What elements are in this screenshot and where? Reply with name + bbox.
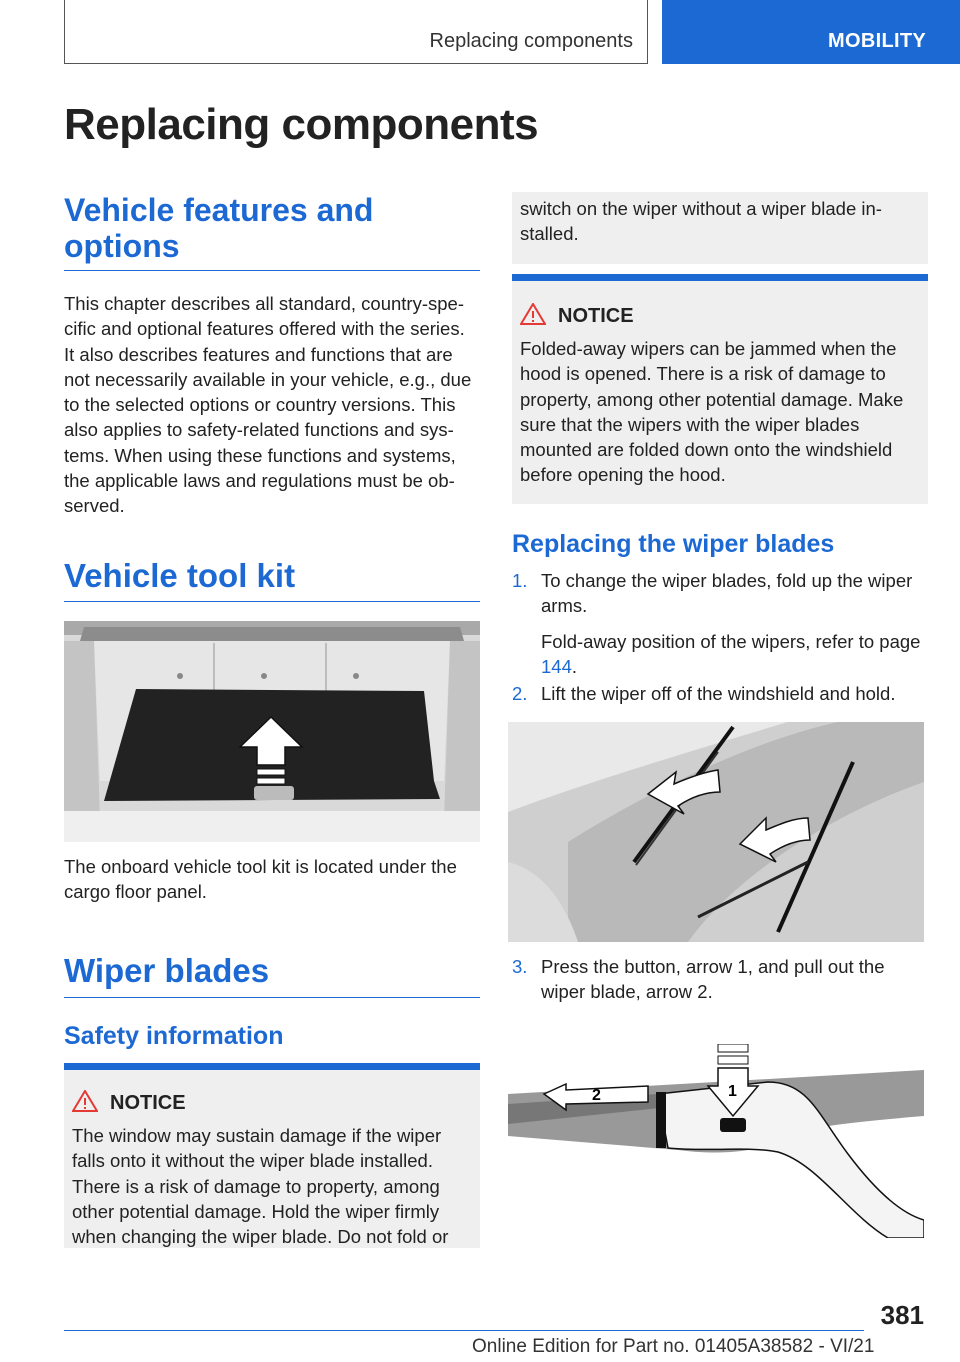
notice-text: Folded-away wipers can be jammed when the hood is opened. There is a risk of damage to property, among other potential damage. Make sure that the wipers with the wiper blades mounted are folded down onto the windshield before opening the hood. bbox=[520, 338, 904, 486]
cargo-area-image bbox=[64, 621, 480, 842]
page-number: 381 bbox=[880, 1300, 924, 1330]
step-3 bbox=[512, 954, 932, 1005]
step-number: 3. bbox=[512, 956, 528, 977]
toolkit-text: The onboard vehicle tool kit is located under the cargo floor panel. bbox=[64, 856, 457, 903]
step-2 bbox=[512, 681, 932, 706]
warning-icon bbox=[520, 303, 546, 325]
notice-continued-text: switch on the wiper without a wiper blade in-​stalled. bbox=[520, 198, 882, 245]
notice-title: NOTICE bbox=[520, 303, 920, 328]
warning-icon bbox=[72, 1090, 98, 1112]
step-number: 1. bbox=[512, 570, 528, 591]
header-chapter-tab[interactable] bbox=[662, 0, 960, 64]
step-1 bbox=[512, 568, 932, 679]
step-number: 2. bbox=[512, 683, 528, 704]
replace-heading: Replacing the wiper blades bbox=[512, 530, 835, 558]
step-text: To change the wiper blades, fold up the wiper arms. bbox=[541, 570, 913, 617]
wiper-section bbox=[64, 953, 480, 1051]
page-title: Replacing components bbox=[64, 100, 539, 149]
wiper-blade-image bbox=[508, 1044, 924, 1238]
header-chapter-label: MOBILITY bbox=[828, 30, 926, 52]
page-link[interactable]: 144 bbox=[541, 655, 572, 677]
toolkit-heading: Vehicle tool kit bbox=[64, 557, 296, 594]
header-section-title: Replacing components bbox=[429, 30, 633, 52]
wiper-heading: Wiper blades bbox=[64, 952, 270, 989]
arrow-1-label: 1 bbox=[728, 1083, 737, 1100]
notice-title: NOTICE bbox=[72, 1090, 472, 1115]
left-column bbox=[64, 192, 480, 519]
notice-text: The window may sustain damage if the wiper falls onto it without the wiper blade installed. There is a risk of damage to property, among other potential damage. Hold the wiper firmly when changing the wiper blade. Do not fold or bbox=[72, 1125, 449, 1248]
toolkit-section bbox=[64, 558, 480, 602]
wiper-rule bbox=[64, 997, 480, 998]
header-section-box bbox=[64, 0, 648, 64]
notice-box-2 bbox=[512, 274, 928, 504]
footer-edition: Online Edition for Part no. 01405A38582 - VI/21 bbox=[472, 1336, 875, 1357]
notice-box-1-continued bbox=[512, 192, 928, 264]
arrow-2-label: 2 bbox=[592, 1087, 601, 1104]
features-rule bbox=[64, 270, 480, 271]
features-text: This chapter describes all standard, country-spe-​cific and optional features offered with the series. It also describes features and functions that are not necessarily available in your vehicle, e.g., due to the selected options or country versions. This also applies to safety-related functions and sys-​tems. When using these functions and systems, the applicable laws and regulations must be ob-​served. bbox=[64, 293, 472, 517]
notice-box-1 bbox=[64, 1063, 480, 1248]
notice-bar bbox=[512, 274, 928, 281]
step-text: Press the button, arrow 1, and pull out the wiper blade, arrow 2. bbox=[541, 956, 885, 1003]
features-heading: Vehicle features and options bbox=[64, 192, 374, 264]
notice-bar bbox=[64, 1063, 480, 1070]
step-text: Lift the wiper off of the windshield and hold. bbox=[541, 683, 896, 704]
windshield-wiper-image bbox=[508, 722, 924, 942]
safety-heading: Safety information bbox=[64, 1022, 284, 1050]
footer-rule bbox=[64, 1330, 864, 1331]
step-subtext: Fold-away position of the wipers, refer to page 144. bbox=[541, 630, 921, 677]
toolkit-rule bbox=[64, 601, 480, 602]
